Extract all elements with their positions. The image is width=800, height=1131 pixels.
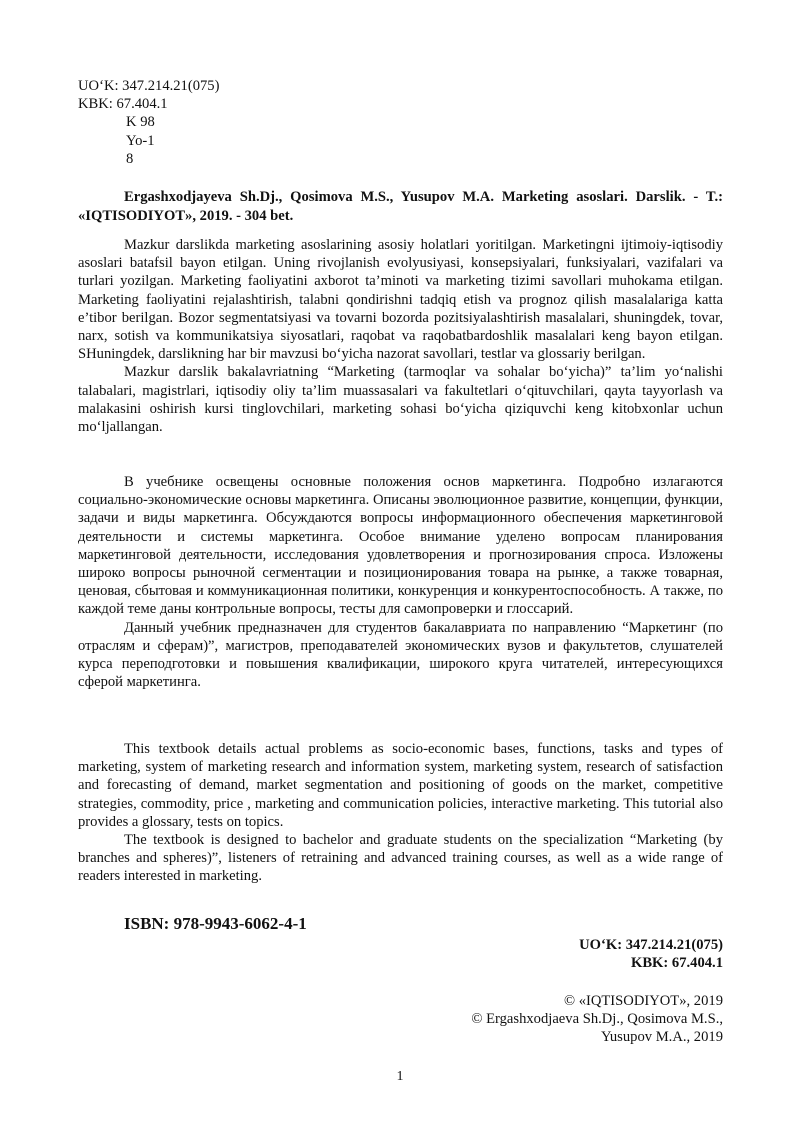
- abstract-uzbek: [78, 236, 723, 436]
- author-mark-code-2: Yo-1: [126, 132, 155, 149]
- isbn: ISBN: 978-9943-6062-4-1: [124, 914, 307, 933]
- bbk-code: KBK: 67.404.1: [630, 955, 723, 972]
- abstract-paragraph: The textbook is designed to bachelor and graduate students on the specialization “Marketing (by branches and spheres)”, listeners of retraining and advanced training courses, as well as a wide range of readers interested in marketing.: [78, 832, 723, 885]
- abstract-paragraph: Данный учебник предназначен для студентов бакалавриата по направлению “Маркетинг (по отраслям и сферам)”, магистров, преподавателей экономических вузов и факультетов, слушателей курса переподготовки и повышения квалификации, широкого круга читателей, интересующихся сферой маркетинга.: [78, 619, 723, 691]
- copyright-authors-cont: Yusupov M.A., 2019: [600, 1029, 723, 1046]
- bibliographic-citation: Ergashxodjayeva Sh.Dj., Qosimova M.S., Yusupov M.A. Marketing asoslari. Darslik. - T.: «IQTISODIYOT», 2019. - 304 bet.: [78, 189, 723, 224]
- abstract-paragraph: Mazkur darslik bakalavriatning “Marketing (tarmoqlar va sohalar bo‘yicha)” ta’lim yo‘nalishi talabalari, magistrlari, iqtisodiy oliy ta’lim muassasalari va fakultetlari o‘qituvchilari, qayta tayyorlash va malakasini oshirish kursi tinglovchilari, marketing sohasi bo‘yicha qiziquvchi keng kitobxonlar uchun mo‘ljallangan.: [78, 364, 723, 436]
- udk-code: UO‘K: 347.214.21(075): [579, 937, 723, 953]
- page-number: 1: [396, 1069, 404, 1084]
- abstract-paragraph: В учебнике освещены основные положения основ маркетинга. Подробно излагаются социально-экономические основы маркетинга. Описаны эволюционное развитие, концепции, функции, задачи и виды маркетинга. Обсуждаются вопросы информационного обеспечения маркетинговой деятельности и системы маркетинга. Особое внимание уделено вопросам планирования маркетинговой деятельности, исследования удовлетворения и прогнозирования спроса. Изложены широко вопросы рыночной сегментации и позиционирования товара на рынке, а также товарная, ценовая, сбытовая и коммуникационная политики, конкуренция и конкурентоспособность. А также, по каждой теме даны контрольные вопросы, тесты для самопроверки и глоссарий.: [78, 474, 723, 618]
- abstract-russian: [78, 473, 723, 691]
- udk-code: UO‘K: 347.214.21(075): [78, 78, 220, 94]
- copyright-authors: © Ergashxodjaeva Sh.Dj., Qosimova M.S.,: [471, 1011, 723, 1028]
- classification-codes-bold: [579, 936, 723, 972]
- copyright-publisher: © «IQTISODIYOT», 2019: [563, 993, 723, 1009]
- abstract-paragraph: Mazkur darslikda marketing asoslarining asosiy holatlari yoritilgan. Marketingni ijtimoiy-iqtisodiy asoslari batafsil bayon etilgan. Uning rivojlanish evolyusiyasi, konsepsiyalari, funksiyalari, vazifalari va turlari yozilgan. Marketing faoliyatini axborot ta’minoti va marketing tizimi savollari muhokama etilgan. Marketing faoliyatini rejalashtirish, talabni qondirishni tadqiq etish va prognoz qilish masalalariga katta e’tibor berilgan. Bozor segmentatsiyasi va tovarni bozorda pozitsiyalashtirish masalalari, shuningdek, tovar, narx, sotish va kommunikatsiya siyosatlari, raqobat va raqobatbardoshlik masalalari keng bayon etilgan. SHuningdek, darslikning har bir mavzusi bo‘yicha nazorat savollari, testlar va glossariy berilgan.: [78, 237, 723, 363]
- copyright-block: [471, 992, 723, 1047]
- author-mark-code: K 98: [126, 114, 155, 131]
- classification-codes: [78, 77, 723, 168]
- author-mark-code-3: 8: [126, 150, 134, 167]
- bbk-code: KBK: 67.404.1: [78, 96, 168, 113]
- abstract-english: [78, 740, 723, 886]
- abstract-paragraph: This textbook details actual problems as socio-economic bases, functions, tasks and types of marketing, system of marketing research and information system, marketing system, research of satisfaction and forecasting of demand, market segmentation and positioning of goods on the market, competitive strategies, commodity, price , marketing and communication policies, interactive marketing. This tutorial also provides a glossary, tests on topics.: [78, 741, 723, 830]
